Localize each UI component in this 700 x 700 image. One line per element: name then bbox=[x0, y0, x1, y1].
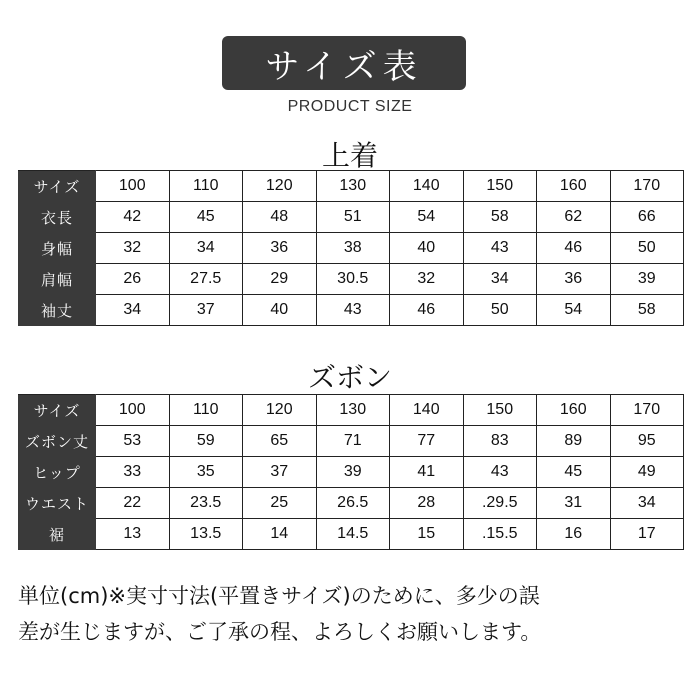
table-cell: 32 bbox=[96, 233, 170, 264]
table-cell: 34 bbox=[463, 264, 537, 295]
table-row bbox=[19, 488, 684, 519]
table-cell: 66 bbox=[610, 202, 684, 233]
table-row bbox=[19, 171, 684, 202]
table-cell: 150 bbox=[463, 395, 537, 426]
table-cell: 110 bbox=[169, 171, 243, 202]
table-cell: 120 bbox=[243, 171, 317, 202]
table-cell: .29.5 bbox=[463, 488, 537, 519]
table-cell: 13 bbox=[96, 519, 170, 550]
table-cell: 62 bbox=[537, 202, 611, 233]
table-cell: 130 bbox=[316, 395, 390, 426]
table-cell: .15.5 bbox=[463, 519, 537, 550]
table-cell: 31 bbox=[537, 488, 611, 519]
table-cell: 51 bbox=[316, 202, 390, 233]
table-cell: 13.5 bbox=[169, 519, 243, 550]
table-cell: 30.5 bbox=[316, 264, 390, 295]
table-cell: 59 bbox=[169, 426, 243, 457]
row-header: サイズ bbox=[19, 395, 96, 426]
pants-section-title: ズボン bbox=[307, 361, 392, 394]
row-header: ヒップ bbox=[19, 457, 96, 488]
table-cell: 26 bbox=[96, 264, 170, 295]
table-cell: 35 bbox=[169, 457, 243, 488]
row-header: サイズ bbox=[19, 171, 96, 202]
table-cell: 53 bbox=[96, 426, 170, 457]
table-cell: 50 bbox=[463, 295, 537, 326]
table-cell: 29 bbox=[243, 264, 317, 295]
table-cell: 120 bbox=[243, 395, 317, 426]
table-cell: 28 bbox=[390, 488, 464, 519]
table-cell: 71 bbox=[316, 426, 390, 457]
table-row bbox=[19, 519, 684, 550]
row-header: 裾 bbox=[19, 519, 96, 550]
table-cell: 48 bbox=[243, 202, 317, 233]
table-cell: 43 bbox=[316, 295, 390, 326]
table-cell: 34 bbox=[610, 488, 684, 519]
table-cell: 140 bbox=[390, 171, 464, 202]
table-cell: 46 bbox=[537, 233, 611, 264]
table-cell: 43 bbox=[463, 457, 537, 488]
table-cell: 38 bbox=[316, 233, 390, 264]
table-cell: 83 bbox=[463, 426, 537, 457]
table-cell: 58 bbox=[610, 295, 684, 326]
table-cell: 95 bbox=[610, 426, 684, 457]
table-cell: 58 bbox=[463, 202, 537, 233]
table-cell: 36 bbox=[243, 233, 317, 264]
table-cell: 14.5 bbox=[316, 519, 390, 550]
table-cell: 39 bbox=[610, 264, 684, 295]
table-cell: 33 bbox=[96, 457, 170, 488]
table-row bbox=[19, 264, 684, 295]
table-cell: 23.5 bbox=[169, 488, 243, 519]
table-row bbox=[19, 202, 684, 233]
page-title: サイズ表 bbox=[222, 36, 466, 90]
row-header: 衣長 bbox=[19, 202, 96, 233]
size-note bbox=[18, 578, 688, 650]
tops-section-title: 上着 bbox=[321, 139, 378, 172]
table-row bbox=[19, 395, 684, 426]
tops-size-table bbox=[18, 170, 684, 326]
table-cell: 34 bbox=[169, 233, 243, 264]
table-row bbox=[19, 295, 684, 326]
table-cell: 22 bbox=[96, 488, 170, 519]
table-cell: 45 bbox=[537, 457, 611, 488]
table-row bbox=[19, 457, 684, 488]
size-note-line-2: 差が生じますが、ご了承の程、よろしくお願いします。 bbox=[18, 620, 542, 644]
table-cell: 36 bbox=[537, 264, 611, 295]
table-cell: 89 bbox=[537, 426, 611, 457]
pants-size-table bbox=[18, 394, 684, 550]
row-header: ズボン丈 bbox=[19, 426, 96, 457]
table-cell: 40 bbox=[390, 233, 464, 264]
table-cell: 43 bbox=[463, 233, 537, 264]
table-cell: 42 bbox=[96, 202, 170, 233]
table-cell: 25 bbox=[243, 488, 317, 519]
row-header: 袖丈 bbox=[19, 295, 96, 326]
table-cell: 77 bbox=[390, 426, 464, 457]
table-cell: 17 bbox=[610, 519, 684, 550]
table-cell: 150 bbox=[463, 171, 537, 202]
table-cell: 16 bbox=[537, 519, 611, 550]
row-header: ウエスト bbox=[19, 488, 96, 519]
table-cell: 160 bbox=[537, 171, 611, 202]
table-cell: 100 bbox=[96, 171, 170, 202]
table-cell: 46 bbox=[390, 295, 464, 326]
row-header: 肩幅 bbox=[19, 264, 96, 295]
table-cell: 26.5 bbox=[316, 488, 390, 519]
table-cell: 170 bbox=[610, 171, 684, 202]
table-cell: 45 bbox=[169, 202, 243, 233]
table-cell: 54 bbox=[537, 295, 611, 326]
table-cell: 41 bbox=[390, 457, 464, 488]
table-cell: 32 bbox=[390, 264, 464, 295]
table-cell: 130 bbox=[316, 171, 390, 202]
table-cell: 170 bbox=[610, 395, 684, 426]
table-cell: 37 bbox=[243, 457, 317, 488]
table-cell: 14 bbox=[243, 519, 317, 550]
table-cell: 39 bbox=[316, 457, 390, 488]
table-cell: 110 bbox=[169, 395, 243, 426]
table-row bbox=[19, 426, 684, 457]
table-cell: 50 bbox=[610, 233, 684, 264]
table-cell: 37 bbox=[169, 295, 243, 326]
table-cell: 27.5 bbox=[169, 264, 243, 295]
table-cell: 100 bbox=[96, 395, 170, 426]
table-cell: 54 bbox=[390, 202, 464, 233]
table-cell: 40 bbox=[243, 295, 317, 326]
page-subtitle: PRODUCT SIZE bbox=[287, 98, 413, 115]
table-cell: 140 bbox=[390, 395, 464, 426]
table-cell: 65 bbox=[243, 426, 317, 457]
table-cell: 49 bbox=[610, 457, 684, 488]
table-cell: 34 bbox=[96, 295, 170, 326]
table-cell: 160 bbox=[537, 395, 611, 426]
table-row bbox=[19, 233, 684, 264]
size-note-line-1: 単位(cm)※実寸寸法(平置きサイズ)のために、多少の誤 bbox=[18, 584, 540, 608]
table-cell: 15 bbox=[390, 519, 464, 550]
row-header: 身幅 bbox=[19, 233, 96, 264]
